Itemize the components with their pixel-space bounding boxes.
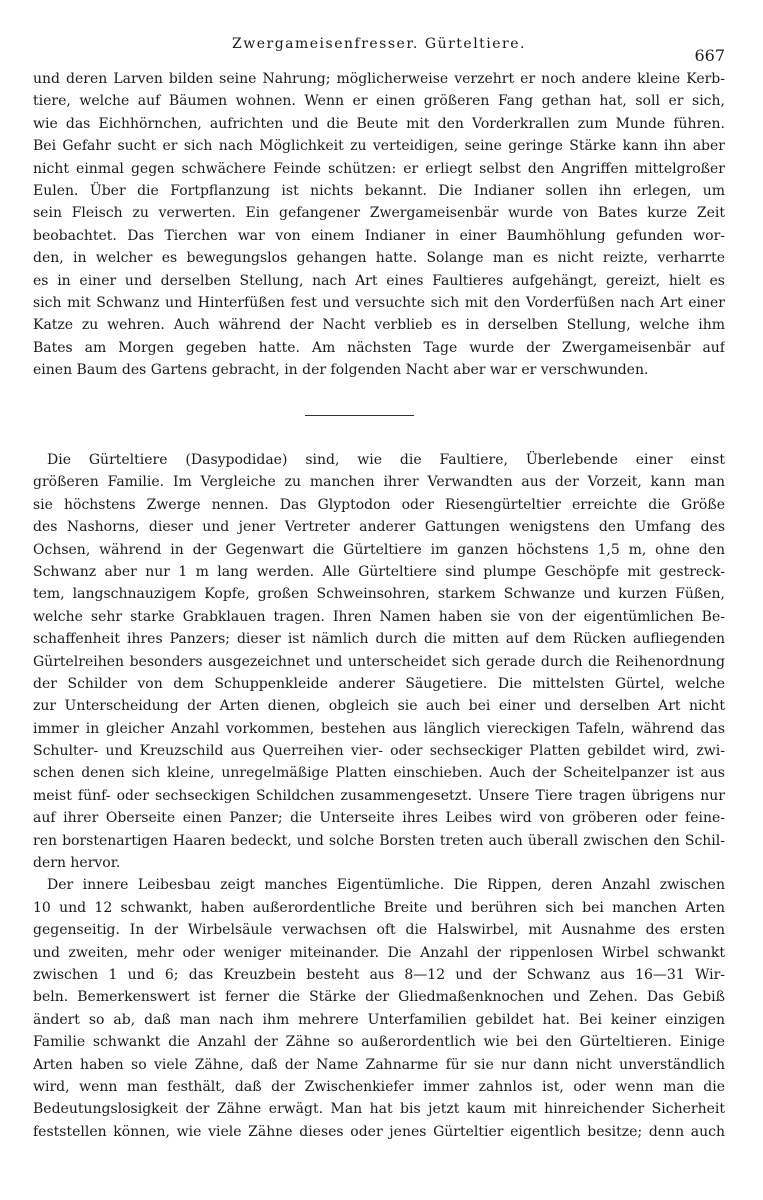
text-line: wie das Eichhörnchen, aufrichten und die Beute mit den Vorderkrallen zum Munde führen. bbox=[33, 115, 725, 132]
text-line: größeren Familie. Im Vergleiche zu manchen ihrer Verwandten aus der Vorzeit, kann man bbox=[33, 474, 725, 491]
text-line: Schulter- und Kreuzschild aus Querreihen vier- oder sechseckiger Platten gebildet wird, zwi- bbox=[33, 743, 725, 760]
text-line: und zweiten, mehr oder weniger miteinander. Die Anzahl der rippenlosen Wirbel schwankt bbox=[33, 944, 725, 961]
text-line: meist fünf- oder sechseckigen Schildchen zusammengesetzt. Unsere Tiere tragen übrigens nur bbox=[33, 787, 725, 804]
text-line: den, in welcher es bewegungslos gehangen hatte. Solange man es nicht reizte, verharrte bbox=[33, 250, 725, 267]
text-line: Katze zu wehren. Auch während der Nacht verblieb es in derselben Stellung, welche ihm bbox=[33, 317, 725, 334]
text-line: 10 und 12 schwankt, haben außerordentliche Breite und berühren sich bei manchen Arten bbox=[33, 899, 725, 916]
text-line: ren borstenartigen Haaren bedeckt, und solche Borsten treten auch überall zwischen den Schil- bbox=[33, 832, 725, 849]
text-line: welche sehr starke Grabklauen tragen. Ihren Namen haben sie von der eigentümlichen Be- bbox=[33, 608, 725, 625]
text-line: Arten haben so viele Zähne, daß der Name Zahnarme für sie nur dann nicht unverständlich bbox=[33, 1056, 725, 1073]
text-line: tem, langschnauzigem Kopfe, großen Schweinsohren, starkem Schwanze und kurzen Füßen, bbox=[33, 586, 725, 603]
text-line: Bedeutungslosigkeit der Zähne erwägt. Man hat bis jetzt kaum mit hinreichender Sicherheit bbox=[33, 1101, 725, 1118]
text-line: sie höchstens Zwerge nennen. Das Glyptodon oder Riesengürteltier erreichte die Größe bbox=[33, 496, 725, 513]
text-line: der Schilder von dem Schuppenkleide anderer Säugetiere. Die mittelsten Gürtel, welche bbox=[33, 675, 725, 692]
text-line: beln. Bemerkenswert ist ferner die Stärke der Gliedmaßenknochen und Zehen. Das Gebiß bbox=[33, 989, 725, 1006]
running-head bbox=[33, 32, 725, 65]
text-line: zur Unterscheidung der Arten dienen, obgleich sie auch bei einer und derselben Art nicht bbox=[33, 698, 725, 715]
text-line: schaffenheit ihres Panzers; dieser ist nämlich durch die mitten auf dem Rücken aufliegenden bbox=[33, 631, 725, 648]
text-line: Die Gürteltiere (Dasypodidae) sind, wie die Faultiere, Überlebende einer einst bbox=[47, 452, 725, 468]
text-line: nicht einmal gegen schwächere Feinde schützen: er erliegt selbst den Angriffen mittelgroßer bbox=[33, 160, 725, 177]
text-line: Familie schwankt die Anzahl der Zähne so außerordentlich wie bei den Gürteltieren. Einige bbox=[33, 1034, 725, 1051]
text-line: beobachtet. Das Tierchen war von einem Indianer in einer Baumhöhlung gefunden wor- bbox=[33, 227, 725, 244]
text-line: wird, wenn man festhält, daß der Zwischenkiefer immer zahnlos ist, oder wenn man die bbox=[33, 1078, 725, 1095]
text-line: feststellen können, wie viele Zähne dieses oder jenes Gürteltier eigentlich besitze; denn auch bbox=[33, 1123, 725, 1140]
page-number: 667 bbox=[694, 46, 725, 65]
text-line: Bei Gefahr sucht er sich nach Möglichkeit zu verteidigen, seine geringe Stärke kann ihn aber bbox=[33, 138, 725, 155]
text-line: Gürtelreihen besonders ausgezeichnet und unterscheidet sich gerade durch die Reihenordnung bbox=[33, 653, 725, 670]
text-line: ändert so ab, daß man nach ihm mehrere Unterfamilien gebildet hat. Bei keiner einzigen bbox=[33, 1011, 725, 1028]
text-line: einen Baum des Gartens gebracht, in der folgenden Nacht aber war er verschwunden. bbox=[33, 362, 649, 379]
text-line: und deren Larven bilden seine Nahrung; möglicherweise verzehrt er noch andere kleine Kerb- bbox=[33, 71, 725, 87]
text-line: des Nashorns, dieser und jener Vertreter anderer Gattungen wenigstens den Umfang des bbox=[33, 519, 725, 536]
section-zwergameisenfresser-text bbox=[33, 68, 725, 381]
text-line: dern hervor. bbox=[33, 855, 121, 872]
text-line: auf ihrer Oberseite einen Panzer; die Unterseite ihres Leibes wird von gröberen oder feine- bbox=[33, 810, 725, 827]
text-line: es in einer und derselben Stellung, nach Art eines Faultieres aufgehängt, gereizt, hielt es bbox=[33, 272, 725, 289]
text-line: Schwanz aber nur 1 m lang werden. Alle Gürteltiere sind plumpe Geschöpfe mit gestreck- bbox=[33, 563, 725, 580]
text-line: Ochsen, während in der Gegenwart die Gürteltiere im ganzen höchstens 1,5 m, ohne den bbox=[33, 541, 725, 558]
section-guerteltiere-text bbox=[33, 449, 725, 1143]
text-line: immer in gleicher Anzahl vorkommen, bestehen aus länglich viereckigen Tafeln, während das bbox=[33, 720, 725, 737]
section-separator-rule bbox=[305, 415, 414, 416]
running-title: Zwergameisenfresser. Gürteltiere. bbox=[232, 36, 526, 52]
text-line: sich mit Schwanz und Hinterfüßen fest und versuchte sich mit den Vorderfüßen nach Art einer bbox=[33, 294, 725, 311]
text-line: Eulen. Über die Fortpflanzung ist nichts bekannt. Die Indianer sollen ihn erlegen, um bbox=[33, 182, 725, 199]
text-line: tiere, welche auf Bäumen wohnen. Wenn er einen größeren Fang gethan hat, soll er sich, bbox=[33, 93, 725, 110]
text-line: Bates am Morgen gegeben hatte. Am nächsten Tage wurde der Zwergameisenbär auf bbox=[33, 339, 725, 356]
text-line: sein Fleisch zu verwerten. Ein gefangener Zwergameisenbär wurde von Bates kurze Zeit bbox=[33, 205, 725, 222]
text-line: zwischen 1 und 6; das Kreuzbein besteht aus 8—12 und der Schwanz aus 16—31 Wir- bbox=[33, 966, 725, 983]
text-line: Der innere Leibesbau zeigt manches Eigentümliche. Die Rippen, deren Anzahl zwischen bbox=[47, 877, 725, 894]
text-line: schen denen sich kleine, unregelmäßige Platten einschieben. Auch der Scheitelpanzer ist aus bbox=[33, 765, 725, 782]
text-line: gegenseitig. In der Wirbelsäule verwachsen oft die Halswirbel, mit Ausnahme des ersten bbox=[33, 922, 725, 939]
